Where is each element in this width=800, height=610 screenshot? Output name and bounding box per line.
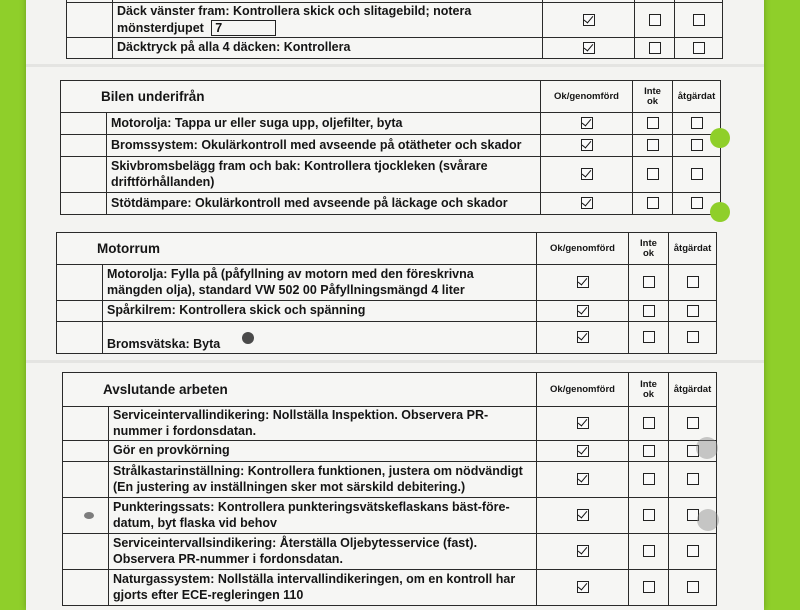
fixed-checkbox[interactable] (687, 581, 699, 593)
col-ok: Ok/genomförd (537, 373, 629, 407)
ok-checkbox[interactable] (577, 581, 589, 593)
section-engine-bay (56, 232, 717, 354)
col-not-ok: Inte ok (629, 233, 669, 265)
row-label: Motorolja: Fylla på (påfyllning av motorn med den föreskrivna mängden olja), standard VW 502 00 Påfyllningsmängd 4 liter (103, 265, 537, 301)
not-ok-checkbox[interactable] (649, 42, 661, 54)
ok-checkbox[interactable] (577, 305, 589, 317)
table-row (61, 135, 721, 157)
ok-checkbox[interactable] (577, 445, 589, 457)
col-ok: Ok/genomförd (541, 81, 633, 113)
section-underbody (60, 80, 721, 215)
paper-spot (84, 512, 94, 519)
table-row (61, 157, 721, 193)
row-label: Serviceintervallsindikering: Återställa Oljebytesservice (fast). Observera PR-nummer i fordonsdatan. (109, 534, 537, 570)
table-row (67, 3, 723, 38)
not-ok-checkbox[interactable] (649, 14, 661, 26)
not-ok-checkbox[interactable] (643, 305, 655, 317)
fixed-checkbox[interactable] (691, 168, 703, 180)
ok-checkbox[interactable] (577, 509, 589, 521)
row-label: Motorolja: Tappa ur eller suga upp, oljefilter, byta (107, 113, 541, 135)
table-row (61, 193, 721, 215)
fixed-checkbox[interactable] (691, 139, 703, 151)
paper-fold (26, 64, 764, 67)
not-ok-checkbox[interactable] (643, 581, 655, 593)
row-label: Serviceintervallindikering: Nollställa Inspektion. Observera PR-nummer i fordonsdatan. (109, 407, 537, 441)
tires-table (66, 0, 723, 59)
table-row (63, 462, 717, 498)
table-row (57, 322, 717, 354)
col-not-ok: Inte ok (633, 81, 673, 113)
not-ok-checkbox[interactable] (647, 197, 659, 209)
ok-checkbox[interactable] (577, 473, 589, 485)
ok-checkbox[interactable] (581, 139, 593, 151)
table-row (61, 113, 721, 135)
not-ok-checkbox[interactable] (647, 139, 659, 151)
col-not-ok: Inte ok (629, 373, 669, 407)
not-ok-checkbox[interactable] (643, 331, 655, 343)
fixed-checkbox[interactable] (691, 117, 703, 129)
ok-checkbox[interactable] (581, 197, 593, 209)
row-label: Däck vänster fram: Kontrollera skick och slitagebild; notera mönsterdjupet (117, 4, 472, 35)
col-fixed: åtgärdat (673, 81, 721, 113)
punch-hole (697, 509, 719, 531)
col-ok: Ok/genomförd (537, 233, 629, 265)
not-ok-checkbox[interactable] (643, 509, 655, 521)
ok-checkbox[interactable] (577, 331, 589, 343)
row-label: Däcktryck på alla 4 däcken: Kontrollera (113, 38, 543, 59)
fixed-checkbox[interactable] (687, 545, 699, 557)
table-row (63, 498, 717, 534)
table-row (63, 441, 717, 462)
not-ok-checkbox[interactable] (643, 545, 655, 557)
row-label: Bromssystem: Okulärkontroll med avseende på otätheter och skador (107, 135, 541, 157)
paper-fold (26, 360, 764, 363)
section-title: Motorrum (57, 233, 537, 265)
row-label: Spårkilrem: Kontrollera skick och spänning (103, 301, 537, 322)
fixed-checkbox[interactable] (687, 331, 699, 343)
section-title: Bilen underifrån (61, 81, 541, 113)
section-title: Avslutande arbeten (63, 373, 537, 407)
table-row (57, 301, 717, 322)
row-label: Punkteringssats: Kontrollera punkteringsvätskeflaskans bäst-före-datum, byt flaska vid behov (109, 498, 537, 534)
table-row (63, 570, 717, 606)
fixed-checkbox[interactable] (693, 42, 705, 54)
fixed-checkbox[interactable] (687, 305, 699, 317)
table-row (63, 534, 717, 570)
not-ok-checkbox[interactable] (643, 276, 655, 288)
row-label: Gör en provkörning (109, 441, 537, 462)
ok-checkbox[interactable] (577, 545, 589, 557)
ok-checkbox[interactable] (577, 417, 589, 429)
table-row (57, 265, 717, 301)
table-row (63, 407, 717, 441)
ok-checkbox[interactable] (577, 276, 589, 288)
col-fixed: åtgärdat (669, 373, 717, 407)
section-final-work (62, 372, 717, 606)
col-fixed: åtgärdat (669, 233, 717, 265)
punch-hole (710, 128, 730, 148)
punch-hole (710, 202, 730, 222)
row-label: Skivbromsbelägg fram och bak: Kontrollera tjockleken (svårare driftförhållanden) (107, 157, 541, 193)
not-ok-checkbox[interactable] (647, 168, 659, 180)
row-label: Strålkastarinställning: Kontrollera funktionen, justera om nödvändigt (En justering av inställningen sker mot särskild debitering.) (109, 462, 537, 498)
fixed-checkbox[interactable] (687, 417, 699, 429)
row-label: Naturgassystem: Nollställa intervallindikeringen, om en kontroll har gjorts efter ECE-regleringen 110 (109, 570, 537, 606)
ok-checkbox[interactable] (583, 14, 595, 26)
punch-hole (696, 437, 718, 459)
fixed-checkbox[interactable] (687, 473, 699, 485)
ok-checkbox[interactable] (583, 42, 595, 54)
not-ok-checkbox[interactable] (643, 417, 655, 429)
table-row (67, 38, 723, 59)
row-label: Bromsvätska: Byta (103, 322, 537, 354)
fixed-checkbox[interactable] (691, 197, 703, 209)
tread-depth-field[interactable]: 7 (211, 20, 276, 36)
ok-checkbox[interactable] (581, 117, 593, 129)
not-ok-checkbox[interactable] (643, 473, 655, 485)
row-label: Stötdämpare: Okulärkontroll med avseende på läckage och skador (107, 193, 541, 215)
fixed-checkbox[interactable] (687, 276, 699, 288)
not-ok-checkbox[interactable] (647, 117, 659, 129)
ok-checkbox[interactable] (581, 168, 593, 180)
fixed-checkbox[interactable] (693, 14, 705, 26)
paper-spot (242, 332, 254, 344)
not-ok-checkbox[interactable] (643, 445, 655, 457)
